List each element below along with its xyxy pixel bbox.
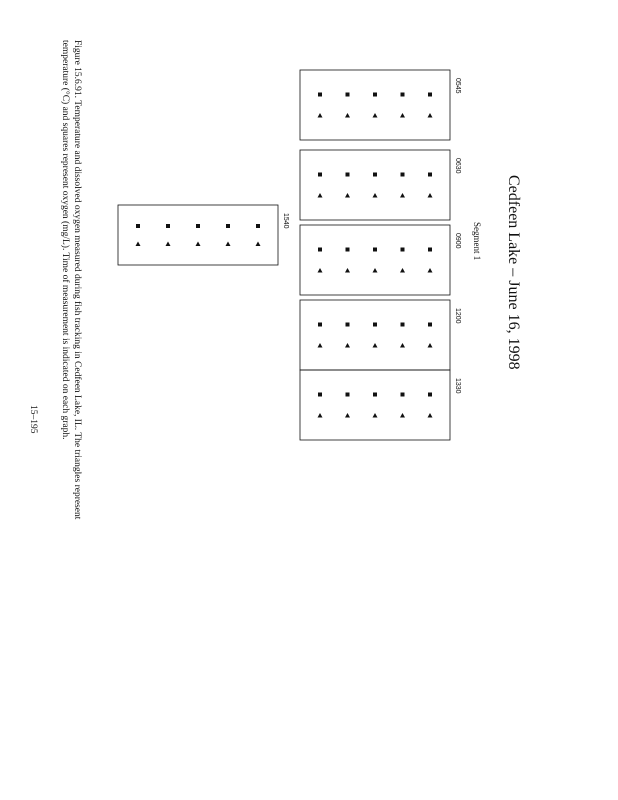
panel-frame	[118, 205, 278, 265]
oxygen-marker	[373, 248, 377, 252]
temperature-marker	[318, 268, 323, 273]
oxygen-marker	[401, 173, 405, 177]
oxygen-marker	[346, 173, 350, 177]
panel-frame	[300, 150, 450, 220]
oxygen-marker	[136, 224, 140, 228]
temperature-marker	[136, 242, 141, 247]
profile-panel	[300, 150, 461, 220]
panel-time-label: 0900	[454, 233, 461, 249]
oxygen-marker	[428, 323, 432, 327]
temperature-marker	[345, 413, 350, 418]
temperature-marker	[373, 413, 378, 418]
panel-time-label: 1200	[454, 308, 461, 324]
oxygen-marker	[401, 93, 405, 97]
temperature-marker	[428, 113, 433, 118]
oxygen-marker	[346, 323, 350, 327]
oxygen-marker	[428, 173, 432, 177]
panel-time-label: 0630	[454, 158, 461, 174]
caption-line-2: temperature (°C) and squares represent oxygen (mg/L). Time of measurement is indicated on each graph.	[60, 40, 70, 440]
panel-time-label: 0545	[454, 78, 461, 94]
temperature-marker	[400, 268, 405, 273]
panel-frame	[300, 370, 450, 440]
temperature-marker	[373, 113, 378, 118]
oxygen-marker	[318, 173, 322, 177]
temperature-marker	[400, 343, 405, 348]
temperature-marker	[166, 242, 171, 247]
temperature-marker	[373, 343, 378, 348]
temperature-marker	[428, 193, 433, 198]
temperature-marker	[256, 242, 261, 247]
panel-frame	[300, 70, 450, 140]
page-number: 15–195	[28, 405, 38, 434]
panel-time-label: 1540	[282, 213, 289, 229]
temperature-marker	[318, 343, 323, 348]
temperature-marker	[196, 242, 201, 247]
temperature-marker	[400, 413, 405, 418]
oxygen-marker	[346, 248, 350, 252]
temperature-marker	[373, 193, 378, 198]
profile-panel	[118, 205, 289, 265]
temperature-marker	[345, 268, 350, 273]
profile-panel	[300, 370, 461, 440]
temperature-marker	[400, 193, 405, 198]
caption-line-1: Figure 15.6.91. Temperature and dissolved oxygen measured during fish tracking in Cedfeen Lake, IL. The triangles represent	[72, 40, 82, 520]
oxygen-marker	[373, 93, 377, 97]
temperature-marker	[428, 268, 433, 273]
temperature-marker	[318, 113, 323, 118]
oxygen-marker	[401, 248, 405, 252]
oxygen-marker	[428, 93, 432, 97]
profile-panel	[300, 70, 461, 140]
temperature-marker	[226, 242, 231, 247]
temperature-marker	[318, 193, 323, 198]
temperature-marker	[428, 413, 433, 418]
oxygen-marker	[318, 248, 322, 252]
temperature-marker	[373, 268, 378, 273]
oxygen-marker	[428, 393, 432, 397]
profile-panel	[300, 225, 461, 295]
oxygen-marker	[428, 248, 432, 252]
oxygen-marker	[166, 224, 170, 228]
temperature-marker	[345, 343, 350, 348]
oxygen-marker	[256, 224, 260, 228]
figure-title: Cedfeen Lake – June 16, 1998	[505, 175, 522, 370]
oxygen-marker	[318, 93, 322, 97]
temperature-marker	[318, 413, 323, 418]
oxygen-marker	[318, 393, 322, 397]
oxygen-marker	[373, 173, 377, 177]
temperature-marker	[428, 343, 433, 348]
panel-frame	[300, 225, 450, 295]
panel-time-label: 1330	[454, 378, 461, 394]
temperature-marker	[400, 113, 405, 118]
oxygen-marker	[196, 224, 200, 228]
oxygen-marker	[346, 393, 350, 397]
oxygen-marker	[401, 323, 405, 327]
oxygen-marker	[401, 393, 405, 397]
oxygen-marker	[373, 323, 377, 327]
oxygen-marker	[373, 393, 377, 397]
oxygen-marker	[226, 224, 230, 228]
profile-panel	[300, 300, 461, 370]
temperature-marker	[345, 193, 350, 198]
segment-label: Segment 1	[472, 222, 482, 261]
temperature-marker	[345, 113, 350, 118]
oxygen-marker	[318, 323, 322, 327]
panel-frame	[300, 300, 450, 370]
oxygen-marker	[346, 93, 350, 97]
